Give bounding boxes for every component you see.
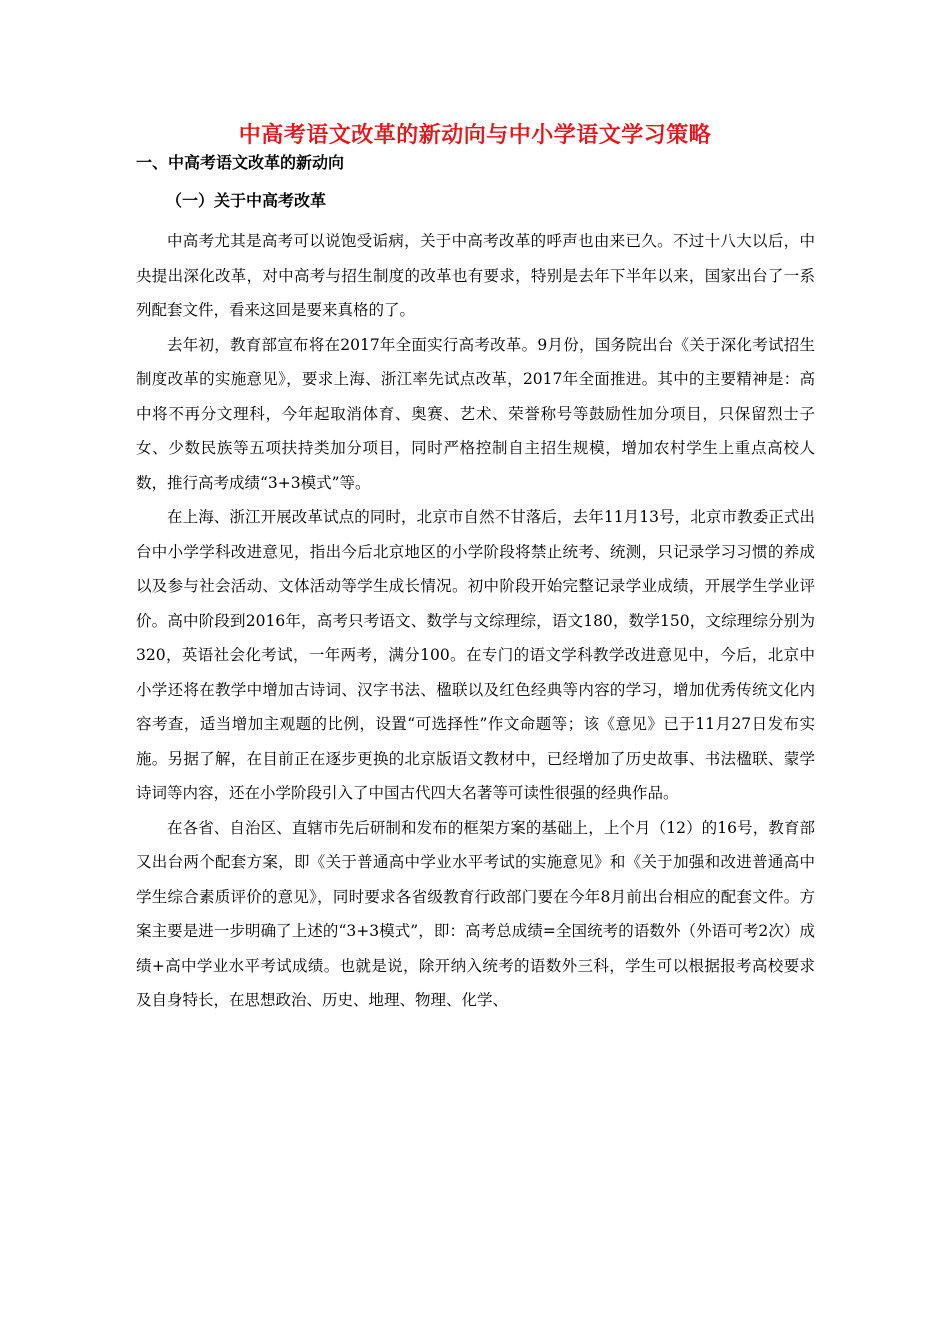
document-title: 中高考语文改革的新动向与中小学语文学习策略	[238, 122, 712, 148]
paragraph: 中高考尤其是高考可以说饱受诟病，关于中高考改革的呼声也由来已久。不过十八大以后，中央提出深化改革，对中高考与招生制度的改革也有要求，特别是去年下半年以来，国家出台了一系列配套文件，看来这回是要来真格的了。	[136, 232, 815, 319]
subsection-heading: （一）关于中高考改革	[166, 191, 327, 210]
section-heading: 一、中高考语文改革的新动向	[136, 153, 345, 172]
paragraph: 在上海、浙江开展改革试点的同时，北京市自然不甘落后，去年11月13号，北京市教委正式出台中小学学科改进意见，指出今后北京地区的小学阶段将禁止统考、统测，只记录学习习惯的养成以及参与社会活动、文体活动等学生成长情况。初中阶段开始完整记录学业成绩，开展学生学业评价。高中阶段到2016年，高考只考语文、数学与文综理综，语文180，数学150，文综理综分别为320，英语社会化考试，一年两考，满分100。在专门的语文学科教学改进意见中，今后，北京中小学还将在教学中增加古诗词、汉字书法、楹联以及红色经典等内容的学习，增加优秀传统文化内容考查，适当增加主观题的比例，设置“可选择性”作文命题等；该《意见》已于11月27日发布实施。另据了解，在目前正在逐步更换的北京版语文教材中，已经增加了历史故事、书法楹联、蒙学诗词等内容，还在小学阶段引入了中国古代四大名著等可读性很强的经典作品。	[136, 508, 815, 802]
body-text	[136, 224, 815, 1018]
paragraph: 在各省、自治区、直辖市先后研制和发布的框架方案的基础上，上个月（12）的16号，教育部又出台两个配套方案，即《关于普通高中学业水平考试的实施意见》和《关于加强和改进普通高中学生综合素质评价的意见》，同时要求各省级教育行政部门要在今年8月前出台相应的配套文件。方案主要是进一步明确了上述的“3+3模式”，即：高考总成绩=全国统考的语数外（外语可考2次）成绩+高中学业水平考试成绩。也就是说，除开纳入统考的语数外三科，学生可以根据报考高校要求及自身特长，在思想政治、历史、地理、物理、化学、	[136, 818, 815, 1009]
paragraph: 去年初，教育部宣布将在2017年全面实行高考改革。9月份，国务院出台《关于深化考试招生制度改革的实施意见》，要求上海、浙江率先试点改革，2017年全面推进。其中的主要精神是：高中将不再分文理科，今年起取消体育、奥赛、艺术、荣誉称号等鼓励性加分项目，只保留烈士子女、少数民族等五项扶持类加分项目，同时严格控制自主招生规模，增加农村学生上重点高校人数，推行高考成绩“3+3模式”等。	[136, 335, 815, 492]
